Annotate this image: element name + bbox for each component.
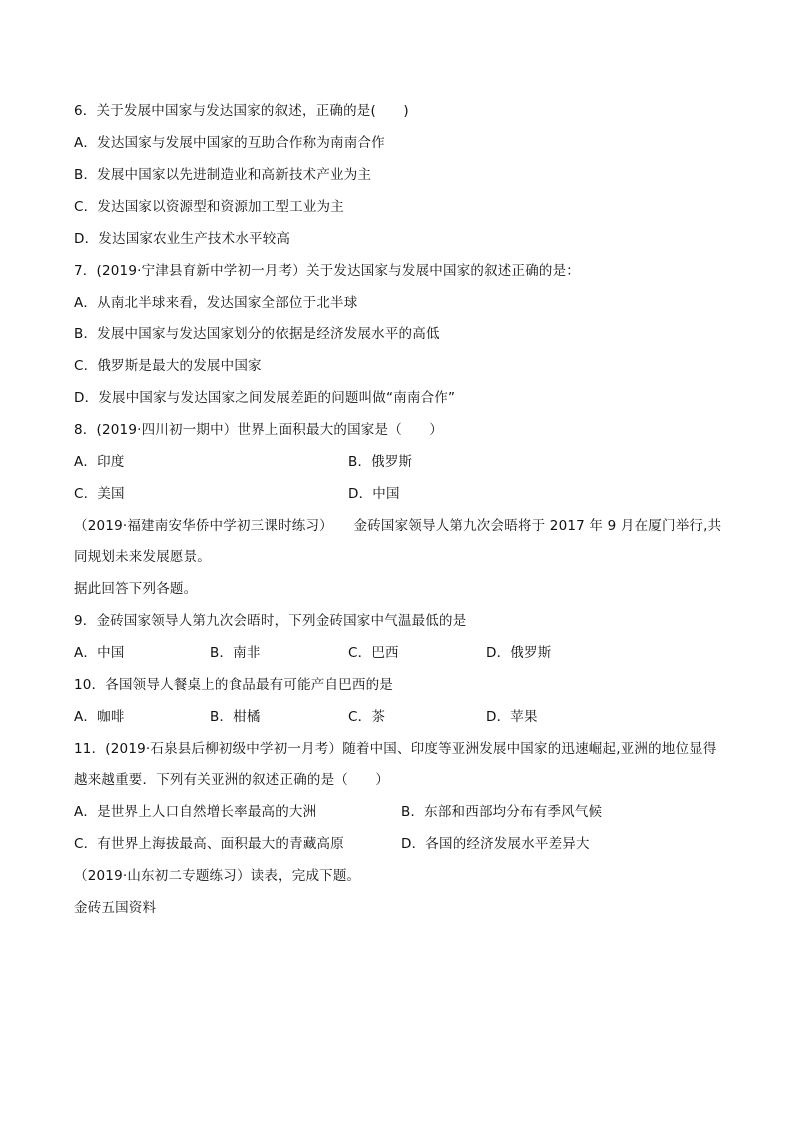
q6-option-d: D．发达国家农业生产技术水平较高 [74, 231, 291, 247]
q11-option-d: D．各国的经济发展水平差异大 [401, 836, 590, 852]
q7-stem: 7．(2019·宁津县育新中学初一月考）关于发达国家与发展中国家的叙述正确的是： [74, 263, 581, 279]
q7-option-b: B．发展中国家与发达国家划分的依据是经济发展水平的高低 [74, 326, 440, 342]
q11-stem-line-1: 11．(2019·石泉县后柳初级中学初一月考）随着中国、印度等亚洲发展中国家的迅速崛起,亚洲的地位显得 [74, 741, 717, 757]
q6-option-c: C．发达国家以资源型和资源加工型工业为主 [74, 199, 344, 215]
table-intro-line-1: （2019·山东初二专题练习）读表，完成下题。 [74, 868, 361, 884]
passage-line-1: （2019·福建南安华侨中学初三课时练习） 金砖国家领导人第九次会晤将于 2017 年 9 月在厦门举行,共 [74, 518, 722, 534]
table-intro-title: 金砖五国资料 [74, 900, 157, 916]
q10-option-b: B．柑橘 [210, 709, 261, 725]
passage-line-3: 据此回答下列各题。 [74, 581, 198, 597]
q6-stem: 6．关于发展中国家与发达国家的叙述，正确的是( ) [74, 103, 409, 119]
q8-option-a: A．印度 [74, 454, 125, 470]
q7-option-c: C．俄罗斯是最大的发展中国家 [74, 358, 262, 374]
q9-option-b: B．南非 [210, 645, 261, 661]
q11-option-a: A．是世界上人口自然增长率最高的大洲 [74, 804, 317, 820]
q8-option-c: C．美国 [74, 486, 125, 502]
q9-stem: 9．金砖国家领导人第九次会晤时，下列金砖国家中气温最低的是 [74, 613, 467, 629]
q10-option-c: C．茶 [348, 709, 386, 725]
q7-option-d: D．发展中国家与发达国家之间发展差距的问题叫做“南南合作” [74, 390, 456, 406]
q10-option-a: A．咖啡 [74, 709, 125, 725]
q6-option-b: B．发展中国家以先进制造业和高新技术产业为主 [74, 167, 372, 183]
q11-option-b: B．东部和西部均分布有季风气候 [401, 804, 603, 820]
q11-option-c: C．有世界上海拔最高、面积最大的青藏高原 [74, 836, 344, 852]
q11-stem-line-2: 越来越重要．下列有关亚洲的叙述正确的是（ ） [74, 772, 390, 788]
q6-option-a: A．发达国家与发展中国家的互助合作称为南南合作 [74, 135, 385, 151]
q10-stem: 10．各国领导人餐桌上的食品最有可能产自巴西的是 [74, 677, 393, 693]
q9-option-c: C．巴西 [348, 645, 399, 661]
q9-option-d: D．俄罗斯 [486, 645, 552, 661]
passage-line-2: 同规划未来发展愿景。 [74, 549, 211, 565]
q7-option-a: A．从南北半球来看，发达国家全部位于北半球 [74, 295, 358, 311]
q8-option-b: B．俄罗斯 [348, 454, 413, 470]
q8-option-d: D．中国 [348, 486, 400, 502]
q8-stem: 8．(2019·四川初一期中）世界上面积最大的国家是（ ） [74, 422, 444, 438]
q9-option-a: A．中国 [74, 645, 125, 661]
q10-option-d: D．苹果 [486, 709, 538, 725]
